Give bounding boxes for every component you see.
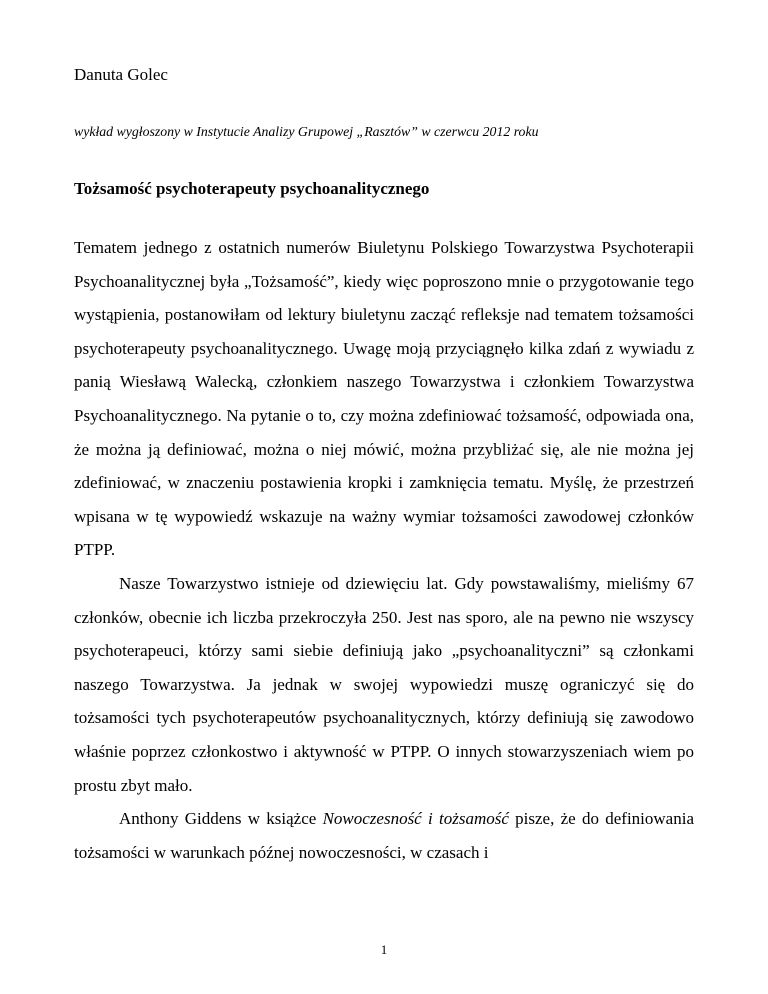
author-name: Danuta Golec <box>74 65 168 84</box>
paragraph-2: Nasze Towarzystwo istnieje od dziewięciu lat. Gdy powstawaliśmy, mieliśmy 67 członków, obecnie ich liczba przekroczyła 250. Jest nas sporo, ale na pewno nie wszyscy psychoterapeuci, którzy sami siebie definiują jako „psychoanalityczni” są członkami naszego Towarzystwa. Ja jednak w swojej wypowiedzi muszę ograniczyć się do tożsamości tych psychoterapeutów psychoanalitycznych, którzy definiują się zawodowo właśnie poprzez członkostwo i aktywność w PTPP. O innych stowarzyszeniach wiem po prostu zbyt mało. <box>74 573 694 795</box>
page-number: 1 <box>380 942 388 957</box>
paragraph-3-end: pisze, że do definiowania tożsamości w warunkach późnej nowoczesności, w czasach i <box>74 809 694 862</box>
document-title: Tożsamość psychoterapeuty psychoanalitycznego <box>74 179 430 198</box>
book-title: Nowoczesność i tożsamość <box>322 809 509 829</box>
paragraph-1: Tematem jednego z ostatnich numerów Biuletynu Polskiego Towarzystwa Psychoterapii Psychoanalitycznej była „Tożsamość”, kiedy więc poproszono mnie o przygotowanie tego wystąpienia, postanowiłam od lektury biuletynu zacząć refleksje nad tematem tożsamości psychoterapeuty psychoanalitycznego. Uwagę moją przyciągnęło kilka zdań z wywiadu z panią Wiesławą Walecką, członkiem naszego Towarzystwa i członkiem Towarzystwa Psychoanalitycznego. Na pytanie o to, czy można zdefiniować tożsamość, odpowiada ona, że można ją definiować, można o niej mówić, można przybliżać się, ale nie można jej zdefiniować, w znaczeniu postawienia kropki i zamknięcia tematu. Myślę, że przestrzeń wpisana w tę wypowiedź wskazuje na ważny wymiar tożsamości zawodowej członków PTPP. <box>74 238 694 560</box>
body-text <box>74 231 694 869</box>
paragraph-3 <box>74 802 694 869</box>
lecture-subtitle: wykład wygłoszony w Instytucie Analizy Grupowej „Rasztów” w czerwcu 2012 roku <box>74 124 539 139</box>
paragraph-3-start: Anthony Giddens w książce <box>119 809 323 829</box>
